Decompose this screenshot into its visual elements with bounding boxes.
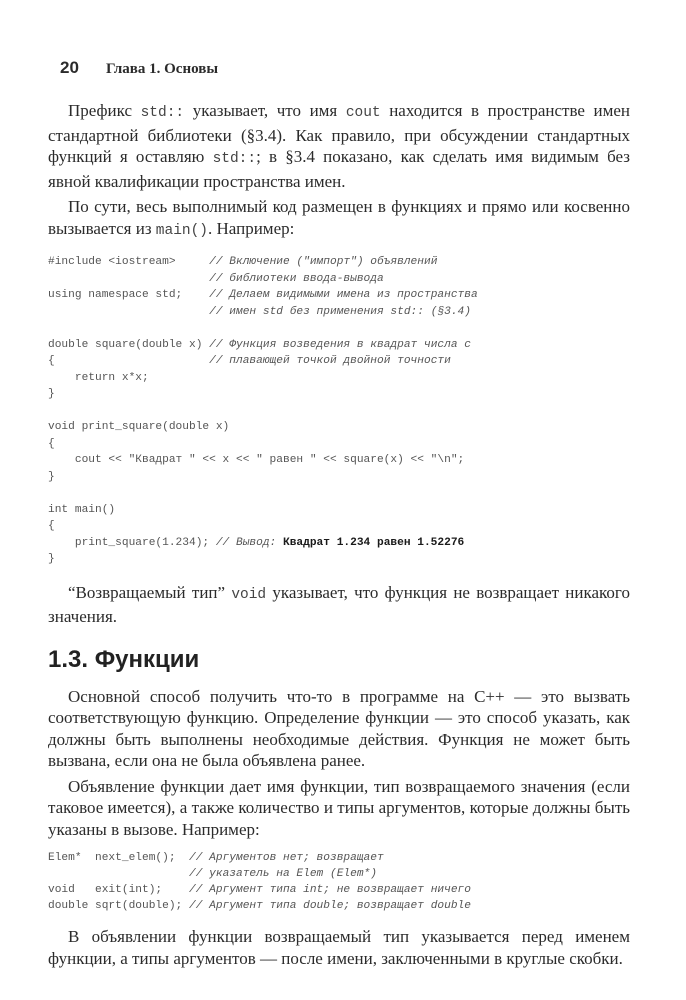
code-line [48,403,630,420]
code-comment: // плавающей точкой двойной точности [209,355,451,367]
code-text: int main() [48,503,116,516]
book-page [48,58,630,969]
code-listing-declarations [48,850,630,914]
code-text: } [48,553,55,565]
code-line [48,502,630,519]
code-text: double sqrt(double); [48,900,189,912]
code-text: void print_square(double x) [48,421,230,433]
inline-code: std:: [140,105,185,121]
code-comment: // Делаем видимыми имена из пространства [209,289,478,301]
code-comment: // библиотеки ввода-вывода [209,272,384,285]
paragraph-return-type: В объявлении функции возвращаемый тип указывается перед именем функции, а типы аргументов — после имени, заключенными в круглые скобки. [48,927,630,968]
code-text: { [48,437,55,450]
code-text [48,273,209,285]
running-header [60,58,630,78]
code-line [48,320,630,337]
code-line [48,353,630,370]
code-line [48,485,630,502]
inline-code: main() [155,222,209,239]
code-text: } [48,470,55,483]
code-text: } [48,388,55,400]
code-text: void exit(int); [48,884,189,896]
code-line [48,898,630,914]
paragraph-void-return: “Возвращаемый тип” void указывает, что функция не возвращает никакого значения. [48,582,630,626]
code-line [48,469,630,486]
code-line [48,551,630,568]
paragraph-std-prefix: Префикс std:: указывает, что имя cout находится в пространстве имен стандартной библиотеки (§3.4). Как правило, при обсуждении стандартных функций я оставляю std::; в §3.4 показано, как сделать имя видимым без явной квалификации пространства имен. [48,101,630,191]
code-comment: // Вывод: [215,536,283,549]
paragraph-functions-intro: Основной способ получить что-то в программе на C++ — это вызвать соответствующую функцию. Определение функции — это способ указать, как должны быть выполнены необходимые действия. Функция не может быть вызвана, если она не была объявлена ранее. [48,686,630,770]
code-comment: // Включение ("импорт") объявлений [209,256,438,268]
code-line [48,436,630,453]
code-text: double square(double x) [48,338,210,351]
code-text: #include <iostream> [48,256,210,268]
program-output: Квадрат 1.234 равен 1.52276 [282,536,465,549]
code-text [48,306,209,318]
code-line [48,287,630,304]
code-text: return x*x; [48,371,149,384]
code-text [48,868,189,880]
chapter-title: Глава 1. Основы [106,61,219,77]
code-line [48,452,630,469]
inline-code: std:: [212,151,257,167]
paragraph-main-intro: По сути, весь выполнимый код размещен в функциях и прямо или косвенно вызывается из main(). Например: [48,197,630,239]
code-line [48,271,630,288]
code-line [48,419,630,436]
page-number: 20 [60,58,79,77]
code-text: { [48,355,210,367]
code-line [48,370,630,387]
code-line [48,882,630,898]
code-comment: // имен std без применения std:: (§3.4) [209,305,471,318]
code-comment: // Аргументов нет; возвращает [189,852,384,864]
code-text: cout << "Квадрат " << x << " равен " << square(x) << "\n"; [48,454,465,466]
code-comment: // Функция возведения в квадрат числа с [209,338,471,351]
inline-code: cout [345,105,381,121]
code-line [48,518,630,535]
code-line [48,535,630,552]
code-text: { [48,520,55,532]
section-heading: 1.3. Функции [48,645,200,673]
code-comment: // Аргумент типа int; не возвращает ничего [189,884,471,896]
code-comment: // указатель на Elem (Elem*) [189,868,377,880]
code-line [48,866,630,882]
code-text: print_square(1.234); [48,536,216,549]
code-line [48,850,630,866]
code-text: using namespace std; [48,289,210,301]
code-line [48,254,630,271]
code-text: Elem* next_elem(); [48,852,189,864]
code-listing-square [48,254,630,568]
code-line [48,304,630,321]
inline-code: void [231,586,267,603]
code-line [48,386,630,403]
code-line [48,337,630,354]
code-comment: // Аргумент типа double; возвращает double [189,900,471,912]
paragraph-function-declaration: Объявление функции дает имя функции, тип возвращаемого значения (если таковое имеется), а также количество и типы аргументов, которые должны быть указаны в вызове. Например: [48,776,630,839]
